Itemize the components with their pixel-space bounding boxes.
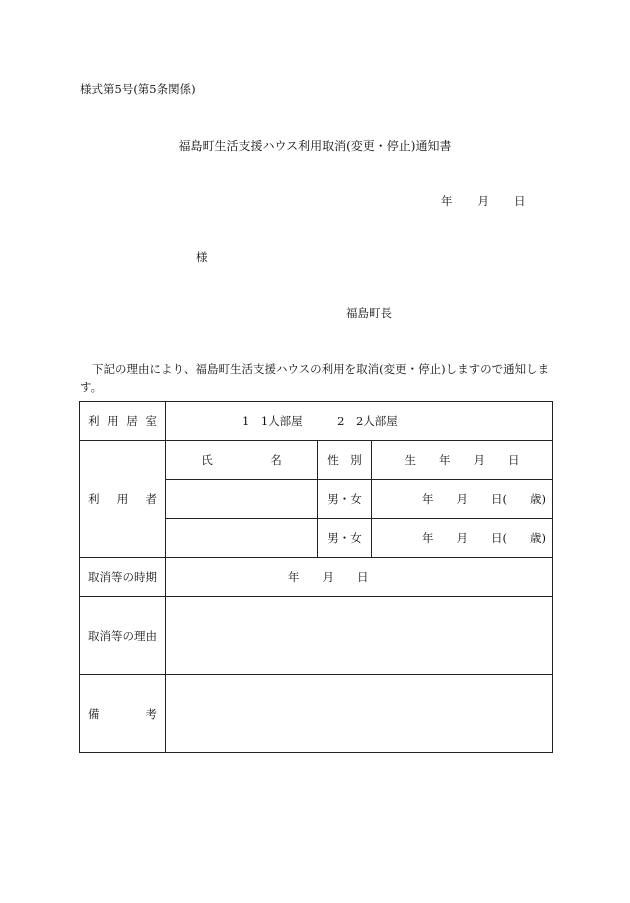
notice-form-table [79, 401, 553, 753]
remarks-cell[interactable] [166, 675, 553, 753]
reason-row [80, 597, 553, 675]
user-header-row [80, 441, 553, 480]
reason-label: 取消等の理由 [80, 597, 166, 675]
body-text: 下記の理由により、福島町生活支援ハウスの利用を取消(変更・停止)しますので通知します。 [80, 362, 550, 394]
form-number: 様式第5号(第5条関係) [80, 82, 196, 96]
date-day: 日 [514, 194, 526, 208]
timing-date: 年 月 日 [166, 558, 553, 597]
timing-row [80, 558, 553, 597]
user-name-cell[interactable] [166, 480, 318, 519]
date-month: 月 [477, 194, 489, 208]
name-column-header: 氏 名 [166, 441, 318, 480]
room-row [80, 402, 553, 441]
sex-choice: 男・女 [318, 519, 372, 558]
room-options: 1 1人部屋 2 2人部屋 [166, 402, 553, 441]
document-title: 福島町生活支援ハウス利用取消(変更・停止)通知書 [178, 139, 452, 153]
room-label: 利用居室 [80, 402, 166, 441]
date-year: 年 [441, 194, 453, 208]
reason-cell[interactable] [166, 597, 553, 675]
timing-label: 取消等の時期 [80, 558, 166, 597]
birthdate-cell: 年 月 日( 歳) [372, 480, 553, 519]
sex-choice: 男・女 [318, 480, 372, 519]
remarks-label: 備考 [80, 675, 166, 753]
addressee-suffix: 様 [196, 250, 208, 264]
issuer-name: 福島町長 [346, 306, 392, 320]
birthdate-cell: 年 月 日( 歳) [372, 519, 553, 558]
user-name-cell[interactable] [166, 519, 318, 558]
user-label: 利用者 [80, 441, 166, 558]
remarks-row [80, 675, 553, 753]
birthdate-column-header: 生 年 月 日 [372, 441, 553, 480]
sex-column-header: 性 別 [318, 441, 372, 480]
date-line [441, 193, 526, 209]
